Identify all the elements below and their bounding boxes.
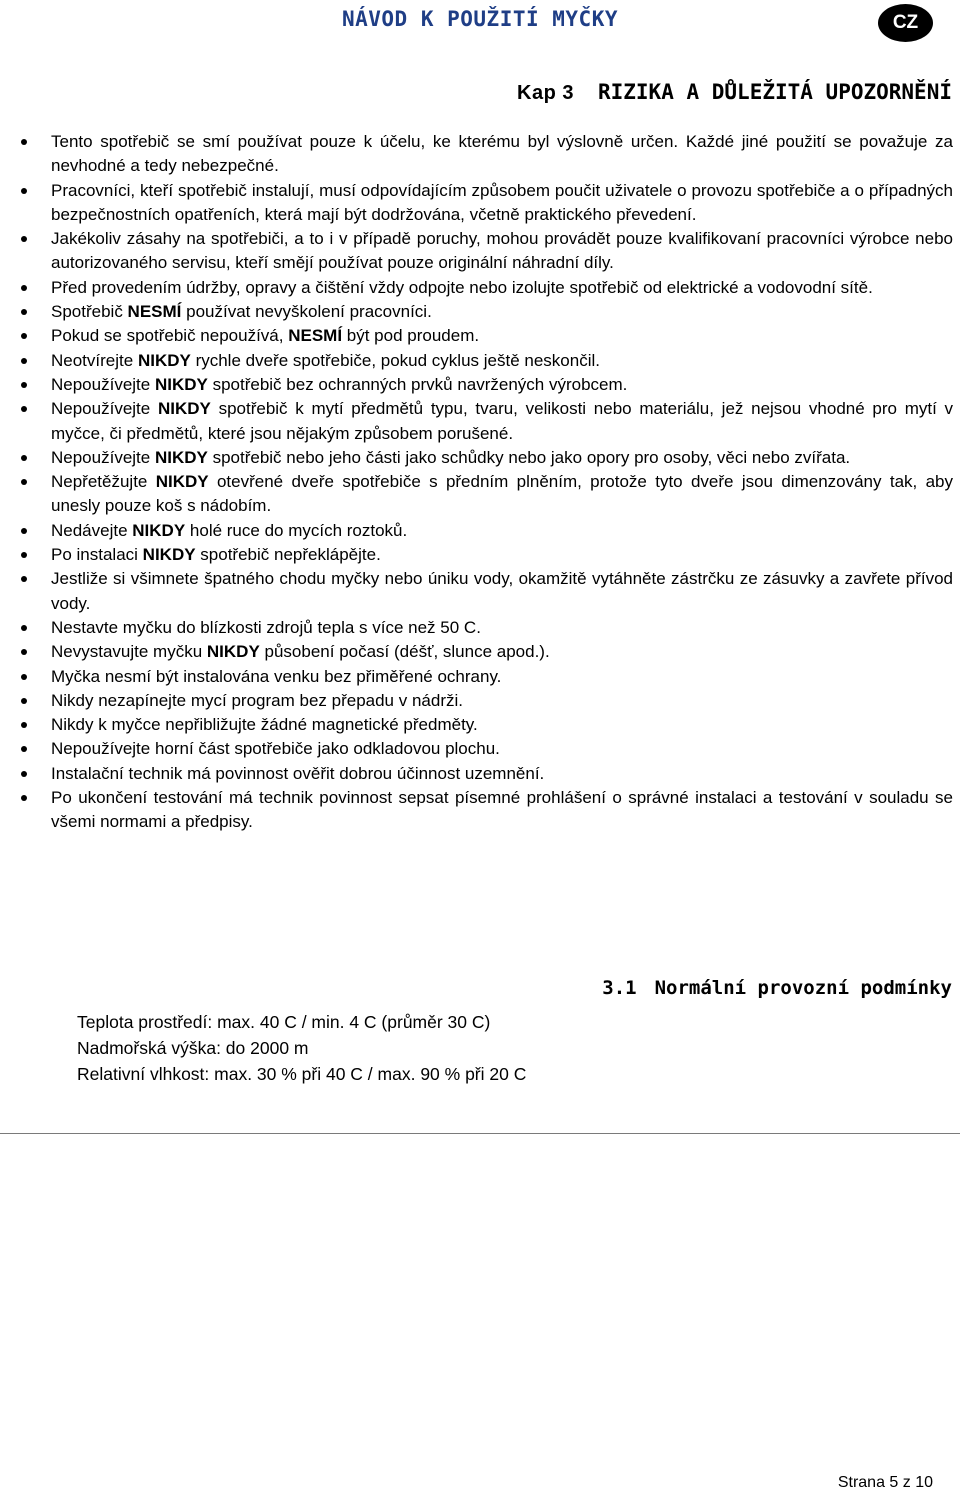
rule-item (0, 689, 960, 713)
rule-text: otevřené dveře spotřebiče s předním plněním, protože tyto dveře jsou dimenzovány tak, aby unesly pouze koš s nádobím. (51, 472, 953, 516)
rule-emphasis: NIKDY (154, 447, 208, 467)
rule-text: Nestavte myčku do blízkosti zdrojů tepla s více než 50 C. (51, 617, 481, 637)
condition-altitude: Nadmořská výška: do 2000 m (77, 1038, 309, 1058)
rule-item (0, 324, 960, 348)
rule-item (0, 543, 960, 567)
rule-emphasis: NIKDY (132, 520, 186, 540)
rule-text: holé ruce do mycích roztoků. (185, 520, 408, 540)
rule-item (0, 665, 960, 689)
language-badge: CZ (878, 4, 933, 42)
rule-text: Nepoužívejte (51, 399, 158, 419)
chapter-label: Kap 3 (517, 82, 574, 104)
rule-item (0, 227, 960, 276)
rule-text: působení počasí (déšť, slunce apod.). (259, 642, 550, 662)
safety-rules-list (0, 130, 960, 835)
section-heading (602, 977, 952, 999)
rule-text: Neotvírejte (51, 350, 138, 370)
page-number: Strana 5 z 10 (837, 1474, 933, 1491)
rule-emphasis: NESMÍ (127, 302, 182, 322)
rule-emphasis: NIKDY (206, 642, 260, 662)
rule-text: Nedávejte (51, 520, 133, 540)
rule-emphasis: NIKDY (155, 472, 209, 492)
operating-conditions (77, 1009, 526, 1087)
rule-text: spotřebič bez ochranných prvků navržených výrobcem. (207, 374, 628, 394)
rule-text: Nepoužívejte (51, 447, 155, 467)
rule-text: spotřebič k mytí předmětů typu, tvaru, velikosti nebo materiálu, jež nejsou vhodné pro mytí v myčce, či předmětů, které jsou nějakým způsobem porušené. (51, 399, 954, 443)
rule-item (0, 762, 960, 786)
footer-divider (0, 1133, 960, 1134)
rule-emphasis: NIKDY (142, 545, 196, 565)
rule-emphasis: NIKDY (157, 399, 211, 419)
rule-item (0, 446, 960, 470)
chapter-title: RIZIKA A DŮLEŽITÁ UPOZORNĚNÍ (597, 80, 952, 104)
rule-text: Nikdy nezapínejte mycí program bez přepadu v nádrži. (51, 690, 463, 710)
rule-text: Nepoužívejte horní část spotřebiče jako odkladovou plochu. (51, 739, 500, 759)
chapter-heading (517, 80, 952, 105)
rule-text: Po instalaci (51, 545, 143, 565)
rule-item (0, 397, 960, 446)
rule-text: Jakékoliv zásahy na spotřebiči, a to i v případě poruchy, mohou provádět pouze kvalifikovaní pracovníci výrobce nebo autorizovaného servisu, kteří smějí používat pouze originální náhradní díly. (51, 229, 953, 273)
rule-emphasis: NIKDY (137, 350, 191, 370)
rule-item (0, 786, 960, 835)
condition-humidity: Relativní vlhkost: max. 30 % při 40 C / max. 90 % při 20 C (77, 1064, 527, 1084)
rule-text: Nikdy k myčce nepřibližujte žádné magnetické předměty. (51, 715, 478, 735)
rule-item (0, 276, 960, 300)
rule-emphasis: NESMÍ (288, 326, 343, 346)
rule-item (0, 130, 960, 179)
rule-item (0, 373, 960, 397)
rule-text: používat nevyškolení pracovníci. (181, 302, 432, 322)
rule-text: Myčka nesmí být instalována venku bez přiměřené ochrany. (51, 666, 502, 686)
rule-text: Po ukončení testování má technik povinnost sepsat písemné prohlášení o správné instalaci a testování v souladu se všemi normami a předpisy. (51, 788, 953, 832)
rule-item (0, 737, 960, 761)
rule-text: Spotřebič (51, 302, 128, 322)
rule-text: Jestliže si všimnete špatného chodu myčky nebo úniku vody, okamžitě vytáhněte zástrčku ze zásuvky a zavřete přívod vody. (51, 569, 953, 613)
rule-item (0, 713, 960, 737)
rule-text: Tento spotřebič se smí používat pouze k účelu, ke kterému byl výslovně určen. Každé jiné použití se považuje za nevhodné a tedy nebezpečné. (51, 132, 953, 176)
rule-text: Pokud se spotřebič nepoužívá, (51, 326, 289, 346)
rule-emphasis: NIKDY (154, 374, 208, 394)
rule-text: Nevystavujte myčku (51, 642, 207, 662)
rule-item (0, 519, 960, 543)
rule-text: Nepřetěžujte (51, 472, 156, 492)
section-number: 3.1 (602, 977, 637, 999)
rule-text: spotřebič nepřeklápějte. (195, 545, 381, 565)
rule-text: Instalační technik má povinnost ověřit dobrou účinnost uzemnění. (51, 763, 545, 783)
rule-item (0, 470, 960, 519)
rule-item (0, 640, 960, 664)
rule-item (0, 567, 960, 616)
rule-text: spotřebič nebo jeho části jako schůdky nebo jako opory pro osoby, věci nebo zvířata. (207, 447, 851, 467)
header-title: NÁVOD K POUŽITÍ MYČKY (341, 7, 618, 31)
rule-text: rychle dveře spotřebiče, pokud cyklus ještě neskončil. (190, 350, 600, 370)
rule-item (0, 349, 960, 373)
section-title: Normální provozní podmínky (654, 977, 952, 999)
rule-item (0, 616, 960, 640)
rule-text: být pod proudem. (342, 326, 480, 346)
rule-item (0, 300, 960, 324)
rule-text: Pracovníci, kteří spotřebič instalují, musí odpovídajícím způsobem poučit uživatele o provozu spotřebiče a o případných bezpečnostních opatřeních, která mají být dodržována, včetně praktického převedení. (51, 180, 953, 224)
rule-item (0, 179, 960, 228)
rule-text: Nepoužívejte (51, 374, 155, 394)
condition-temperature: Teplota prostředí: max. 40 C / min. 4 C (průměr 30 C) (77, 1012, 491, 1032)
rule-text: Před provedením údržby, opravy a čištění vždy odpojte nebo izolujte spotřebič od elektrické a vodovodní sítě. (51, 277, 873, 297)
